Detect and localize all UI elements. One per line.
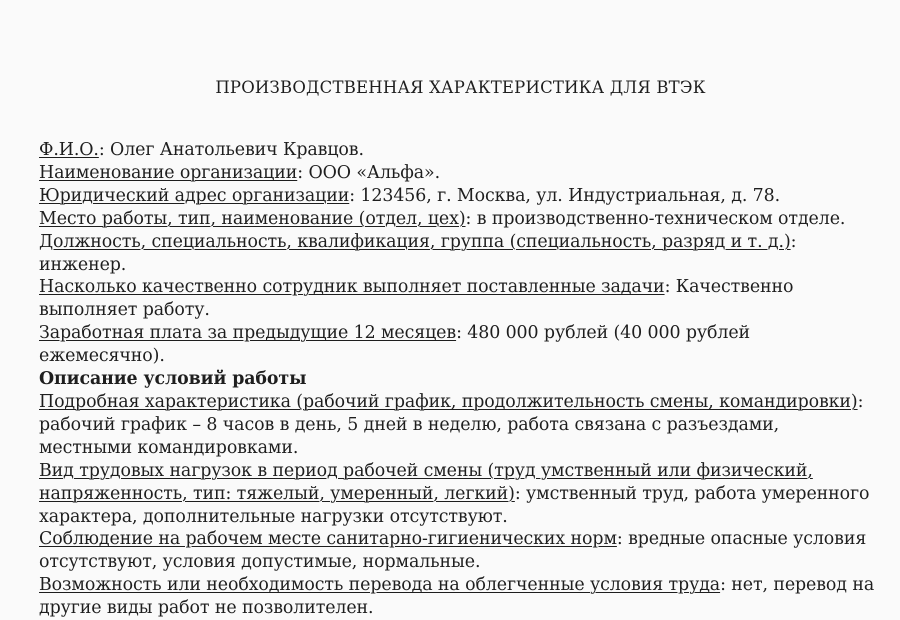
condition-value: вредные опасные условия отсутствуют, условия допустимые, нормальные.	[39, 529, 867, 573]
field-separator: :	[465, 208, 477, 229]
field-organization-name	[39, 162, 876, 185]
field-separator: :	[349, 185, 361, 206]
condition-separator: :	[857, 391, 864, 412]
condition-label: Подробная характеристика (рабочий график, продолжительность смены, командировки)	[39, 391, 858, 412]
field-separator: :	[297, 162, 309, 183]
field-work-quality	[39, 276, 876, 322]
field-value: ООО «Альфа».	[308, 162, 441, 183]
condition-workload	[39, 460, 876, 529]
condition-label: Соблюдение на рабочем месте санитарно-гигиенических норм	[39, 529, 617, 550]
condition-schedule	[39, 391, 876, 460]
field-label: Должность, специальность, квалификация, группа (специальность, разряд и т. д.)	[39, 231, 791, 252]
field-salary	[39, 322, 876, 368]
field-label: Заработная плата за предыдущие 12 месяцев	[39, 323, 457, 344]
field-value: 480 000 рублей (40 000 рублей ежемесячно).	[39, 323, 751, 367]
field-position	[39, 231, 876, 277]
condition-transfer	[39, 574, 876, 620]
field-separator: :	[98, 140, 111, 160]
condition-label: Возможность или необходимость перевода на облегченные условия труда	[39, 575, 721, 596]
condition-value: умственный труд, работа умеренного характера, дополнительные нагрузки отсутствуют.	[39, 483, 870, 527]
field-label: Ф.И.О.	[39, 140, 99, 160]
field-separator: :	[790, 231, 797, 252]
field-value: Качественно выполняет работу.	[39, 277, 794, 321]
condition-sanitary-norms	[39, 528, 876, 574]
document-body	[39, 139, 876, 620]
field-workplace	[39, 208, 876, 231]
field-legal-address	[39, 185, 876, 208]
condition-separator: :	[616, 529, 629, 550]
field-label: Место работы, тип, наименование (отдел, цех)	[39, 208, 466, 229]
condition-value: нет, перевод на другие виды работ не позволителен.	[39, 575, 875, 619]
field-value: инженер.	[39, 254, 127, 275]
field-value: в производственно-техническом отделе.	[476, 208, 846, 229]
condition-separator: :	[514, 483, 527, 504]
condition-value: рабочий график – 8 часов в день, 5 дней в неделю, работа связана с разъездами, местными командировками.	[39, 414, 780, 458]
field-label: Юридический адрес организации	[39, 185, 350, 206]
field-label: Наименование организации	[39, 162, 298, 183]
document-title: ПРОИЗВОДСТВЕННАЯ ХАРАКТЕРИСТИКА ДЛЯ ВТЭК	[215, 78, 706, 97]
section-heading: Описание условий работы	[39, 369, 307, 390]
field-separator: :	[456, 323, 468, 344]
condition-label: Вид трудовых нагрузок в период рабочей смены (труд умственный или физический, напряженность, тип: тяжелый, умеренный, легкий)	[39, 460, 813, 504]
field-full-name	[39, 139, 876, 162]
field-separator: :	[664, 277, 676, 298]
condition-separator: :	[720, 575, 732, 596]
field-value: 123456, г. Москва, ул. Индустриальная, д. 78.	[360, 185, 781, 206]
field-label: Насколько качественно сотрудник выполняет поставленные задачи	[39, 277, 665, 298]
field-value: Олег Анатольевич Кравцов.	[110, 140, 364, 160]
